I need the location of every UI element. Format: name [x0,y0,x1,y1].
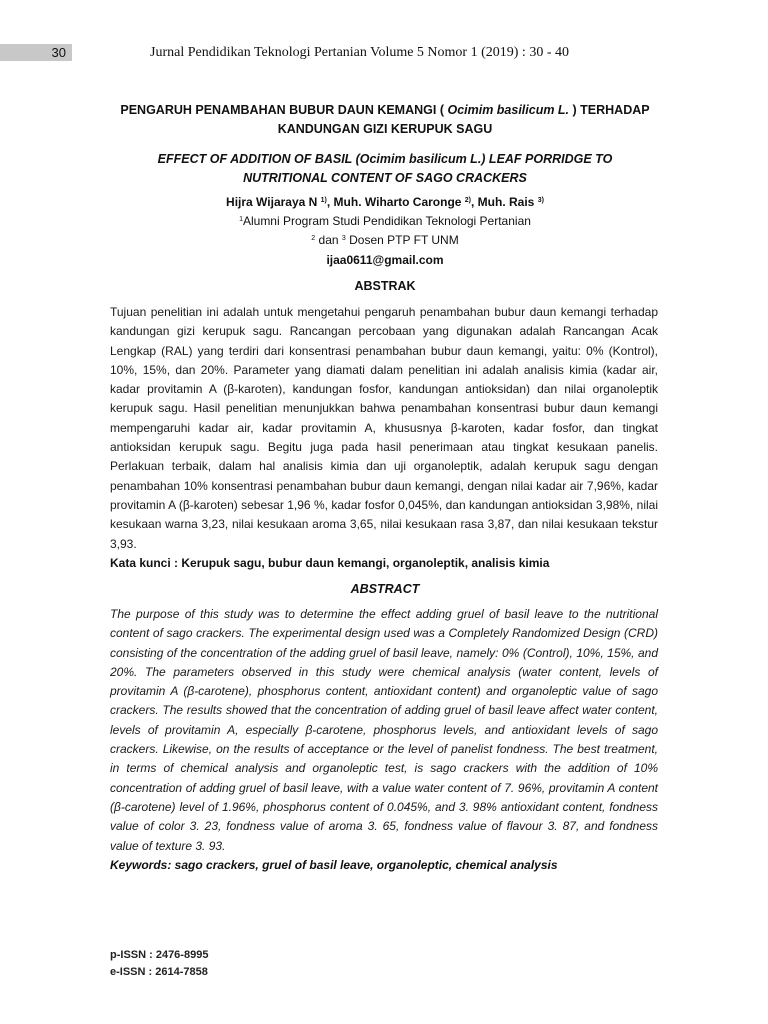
abstract-body: The purpose of this study was to determine the effect adding gruel of basil leave to the nutritional content of sago crackers. The experimental design used was a Completely Randomized Design (CRD) consisting of the concentration of the adding gruel of basil leave, namely: 0% (Control), 10%, 15%, and 20%. The parameters observed in this study were chemical analysis (water content, levels of provitamin A (β-carotene), phosphorus content, antioxidant content) and organoleptic value of sago crackers. The results showed that the concentration of adding gruel of basil leave affect water content, levels of provitamin A, especially β-carotene, phosphorus levels, and antioxidant levels of sago crackers. Likewise, on the results of acceptance or the level of panelist fondness. The best treatment, in terms of chemical analysis and organoleptic test, is sago crackers with the addition of 10% concentration of adding gruel of basil leave, with a value water content of 7. 96%, provitamin A content (β-carotene) level of 1.96%, phosphorus content of 0.045%, and 3. 98% antioxidant content, fondness value of color 3. 23, fondness value of aroma 3. 65, fondness value of flavour 3. 87, and fondness value of texture 3. 93. [110,607,658,853]
title-en-line2: NUTRITIONAL CONTENT OF SAGO CRACKERS [243,171,527,185]
title-en-line1: EFFECT OF ADDITION OF BASIL (Ocimim basilicum L.) LEAF PORRIDGE TO [157,152,613,166]
title-id-line2: KANDUNGAN GIZI KERUPUK SAGU [277,122,493,136]
title-english [90,150,680,188]
kata-kunci: Kata kunci : Kerupuk sagu, bubur daun kemangi, organoleptik, analisis kimia [110,556,550,570]
author-2: , Muh. Wiharto Caronge [326,195,465,209]
abstrak-heading: ABSTRAK [354,279,416,293]
affiliation-2-and: dan [315,233,342,247]
journal-header: Jurnal Pendidikan Teknologi Pertanian Volume 5 Nomor 1 (2019) : 30 - 40 [150,45,569,60]
abstract-heading: ABSTRACT [350,582,420,596]
title-indonesian [90,101,680,139]
abstrak-body: Tujuan penelitian ini adalah untuk mengetahui pengaruh penambahan bubur daun kemangi terhadap kandungan gizi kerupuk sagu. Rancangan percobaan yang digunakan adalah Rancangan Acak Lengkap (RAL) yang terdiri dari konsentrasi penambahan bubur daun kemangi, yaitu: 0% (Kontrol), 10%, 15%, dan 20%. Parameter yang diamati dalam penelitian ini adalah analisis kimia (kadar air, kadar provitamin A (β-karoten), kandungan fosfor, kandungan antioksidan) dan nilai organoleptik kerupuk sagu. Hasil penelitian menunjukkan bahwa penambahan konsentrasi bubur daun kemangi mempengaruhi kadar air, kadar provitamin A, khususnya β-karoten, kadar fosfor, dan tingkat antioksidan kerupuk sagu. Begitu juga pada hasil penerimaan atau tingkat kesukaan panelis. Perlakuan terbaik, dalam hal analisis kimia dan uji organoleptik, adalah kerupuk sagu dengan penambahan 10% konsentrasi penambahan bubur daun kemangi, dengan nilai kadar air 7,96%, kadar provitamin A (β-karoten) sebesar 1,96 %, kadar fosfor 0,045%, dan kandungan antioksidan 3,98%, nilai kesukaan warna 3,23, nilai kesukaan aroma 3,65, nilai kesukaan rasa 3,87, dan nilai kesukaan tekstur 3,93. [110,305,658,551]
keywords-english: Keywords: sago crackers, gruel of basil leave, organoleptic, chemical analysis [110,858,558,872]
affiliation-1 [90,212,680,231]
title-id-species: Ocimim basilicum L. [447,103,570,117]
author-list [90,193,680,212]
e-issn: e-ISSN : 2614-7858 [110,966,208,978]
p-issn: p-ISSN : 2476-8995 [110,949,209,961]
affiliation-2 [90,231,680,250]
affiliation-1-mark: 1 [239,216,243,223]
author-3: , Muh. Rais [471,195,538,209]
affiliation-1-text: Alumni Program Studi Pendidikan Teknologi Pertanian [242,214,531,228]
affiliation-2-mark-a: 2 [311,235,316,242]
affiliation-2-text: Dosen PTP FT UNM [345,233,459,247]
author-1: Hijra Wijaraya N [226,195,321,209]
page-number: 30 [0,44,72,61]
title-id-part2: ) TERHADAP [569,103,650,117]
title-id-line1 [90,101,680,120]
author-1-mark: 1) [320,197,327,204]
author-email: ijaa0611@gmail.com [326,253,444,267]
affiliation-2-mark-b: 3 [341,235,346,242]
author-2-mark: 2) [464,197,472,204]
author-3-mark: 3) [537,197,544,204]
title-id-part1: PENGARUH PENAMBAHAN BUBUR DAUN KEMANGI ( [120,103,448,117]
